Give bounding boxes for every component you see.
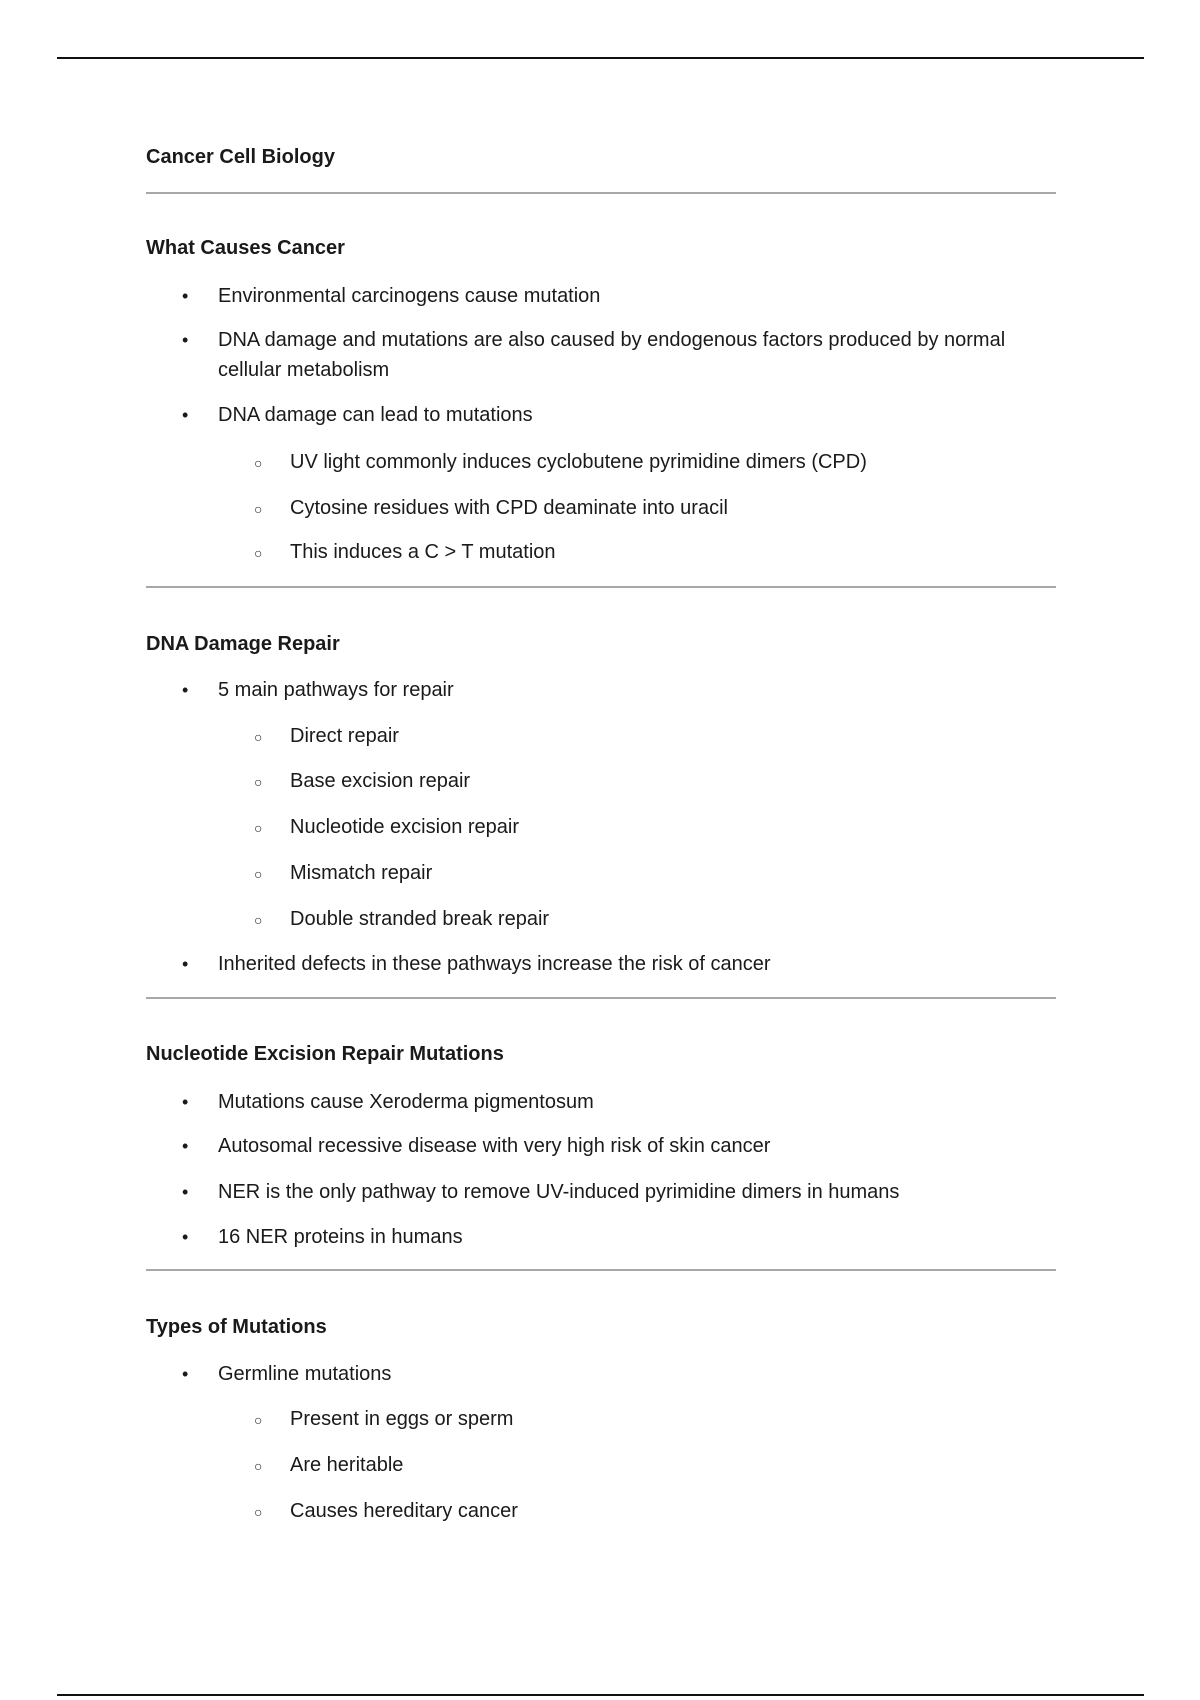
list-item-text: DNA damage can lead to mutations xyxy=(218,404,533,426)
sub-list-item xyxy=(254,447,1050,477)
sub-list-item xyxy=(254,1404,1050,1434)
bullet-icon: • xyxy=(182,1182,189,1202)
sub-bullet-icon: ○ xyxy=(254,912,263,928)
sub-list-item-text: This induces a C > T mutation xyxy=(290,541,556,563)
sub-list-item xyxy=(254,904,1050,934)
list-item-text: NER is the only pathway to remove UV-induced pyrimidine dimers in humans xyxy=(218,1181,900,1203)
sub-bullet-icon: ○ xyxy=(254,820,263,836)
list-item xyxy=(182,400,1038,430)
list-item xyxy=(182,281,1038,311)
sub-list-item xyxy=(254,721,1050,751)
section-heading: DNA Damage Repair xyxy=(146,633,340,655)
bullet-icon: • xyxy=(182,1092,189,1112)
bullet-icon: • xyxy=(182,286,189,306)
page-bottom-rule xyxy=(57,1694,1144,1696)
sub-list-item-text: UV light commonly induces cyclobutene pyrimidine dimers (CPD) xyxy=(290,451,867,473)
section-divider xyxy=(146,586,1056,588)
bullet-icon: • xyxy=(182,1227,189,1247)
sub-bullet-icon: ○ xyxy=(254,774,263,790)
sub-list-item-text: Mismatch repair xyxy=(290,862,433,884)
sub-list-item-text: Cytosine residues with CPD deaminate into uracil xyxy=(290,497,728,519)
sub-list-item-text: Present in eggs or sperm xyxy=(290,1408,514,1430)
list-item xyxy=(182,1359,1038,1389)
sub-bullet-icon: ○ xyxy=(254,729,263,745)
section-divider xyxy=(146,1269,1056,1271)
sub-list-item xyxy=(254,537,1050,567)
sub-bullet-icon: ○ xyxy=(254,866,263,882)
sub-list-item xyxy=(254,766,1050,796)
list-item-text: Mutations cause Xeroderma pigmentosum xyxy=(218,1091,594,1113)
sub-list-item-text: Double stranded break repair xyxy=(290,908,550,930)
bullet-icon: • xyxy=(182,680,189,700)
list-item-text: Germline mutations xyxy=(218,1363,392,1385)
section-heading: What Causes Cancer xyxy=(146,237,345,259)
list-item-text: 5 main pathways for repair xyxy=(218,679,454,701)
list-item xyxy=(182,1222,1038,1252)
bullet-icon: • xyxy=(182,330,189,350)
sub-list-item-text: Are heritable xyxy=(290,1454,404,1476)
section-divider xyxy=(146,192,1056,194)
page-top-rule xyxy=(57,57,1144,59)
list-item xyxy=(182,675,1038,705)
list-item xyxy=(182,325,1038,385)
list-item xyxy=(182,1131,1038,1161)
section-heading: Nucleotide Excision Repair Mutations xyxy=(146,1043,504,1065)
bullet-icon: • xyxy=(182,954,189,974)
bullet-icon: • xyxy=(182,405,189,425)
list-item-text: Environmental carcinogens cause mutation xyxy=(218,285,601,307)
list-item xyxy=(182,1087,1038,1117)
sub-bullet-icon: ○ xyxy=(254,545,263,561)
sub-list-item xyxy=(254,493,1050,523)
section-divider xyxy=(146,997,1056,999)
sub-list-item-text: Nucleotide excision repair xyxy=(290,816,520,838)
list-item-text: 16 NER proteins in humans xyxy=(218,1226,463,1248)
document-title: Cancer Cell Biology xyxy=(146,146,335,168)
list-item xyxy=(182,949,1038,979)
section-heading: Types of Mutations xyxy=(146,1316,327,1338)
list-item-text: Inherited defects in these pathways increase the risk of cancer xyxy=(218,953,771,975)
sub-list-item-text: Base excision repair xyxy=(290,770,471,792)
sub-list-item xyxy=(254,1450,1050,1480)
sub-list-item-text: Causes hereditary cancer xyxy=(290,1500,518,1522)
list-item xyxy=(182,1177,1038,1207)
sub-list-item xyxy=(254,1496,1050,1526)
sub-bullet-icon: ○ xyxy=(254,1504,263,1520)
bullet-icon: • xyxy=(182,1136,189,1156)
sub-bullet-icon: ○ xyxy=(254,1412,263,1428)
list-item-text: Autosomal recessive disease with very high risk of skin cancer xyxy=(218,1135,771,1157)
sub-list-item xyxy=(254,858,1050,888)
sub-list-item xyxy=(254,812,1050,842)
sub-list-item-text: Direct repair xyxy=(290,725,399,747)
sub-bullet-icon: ○ xyxy=(254,501,263,517)
sub-bullet-icon: ○ xyxy=(254,1458,263,1474)
list-item-text: DNA damage and mutations are also caused by endogenous factors produced by normal cellular metabolism xyxy=(218,329,1006,381)
bullet-icon: • xyxy=(182,1364,189,1384)
sub-bullet-icon: ○ xyxy=(254,455,263,471)
